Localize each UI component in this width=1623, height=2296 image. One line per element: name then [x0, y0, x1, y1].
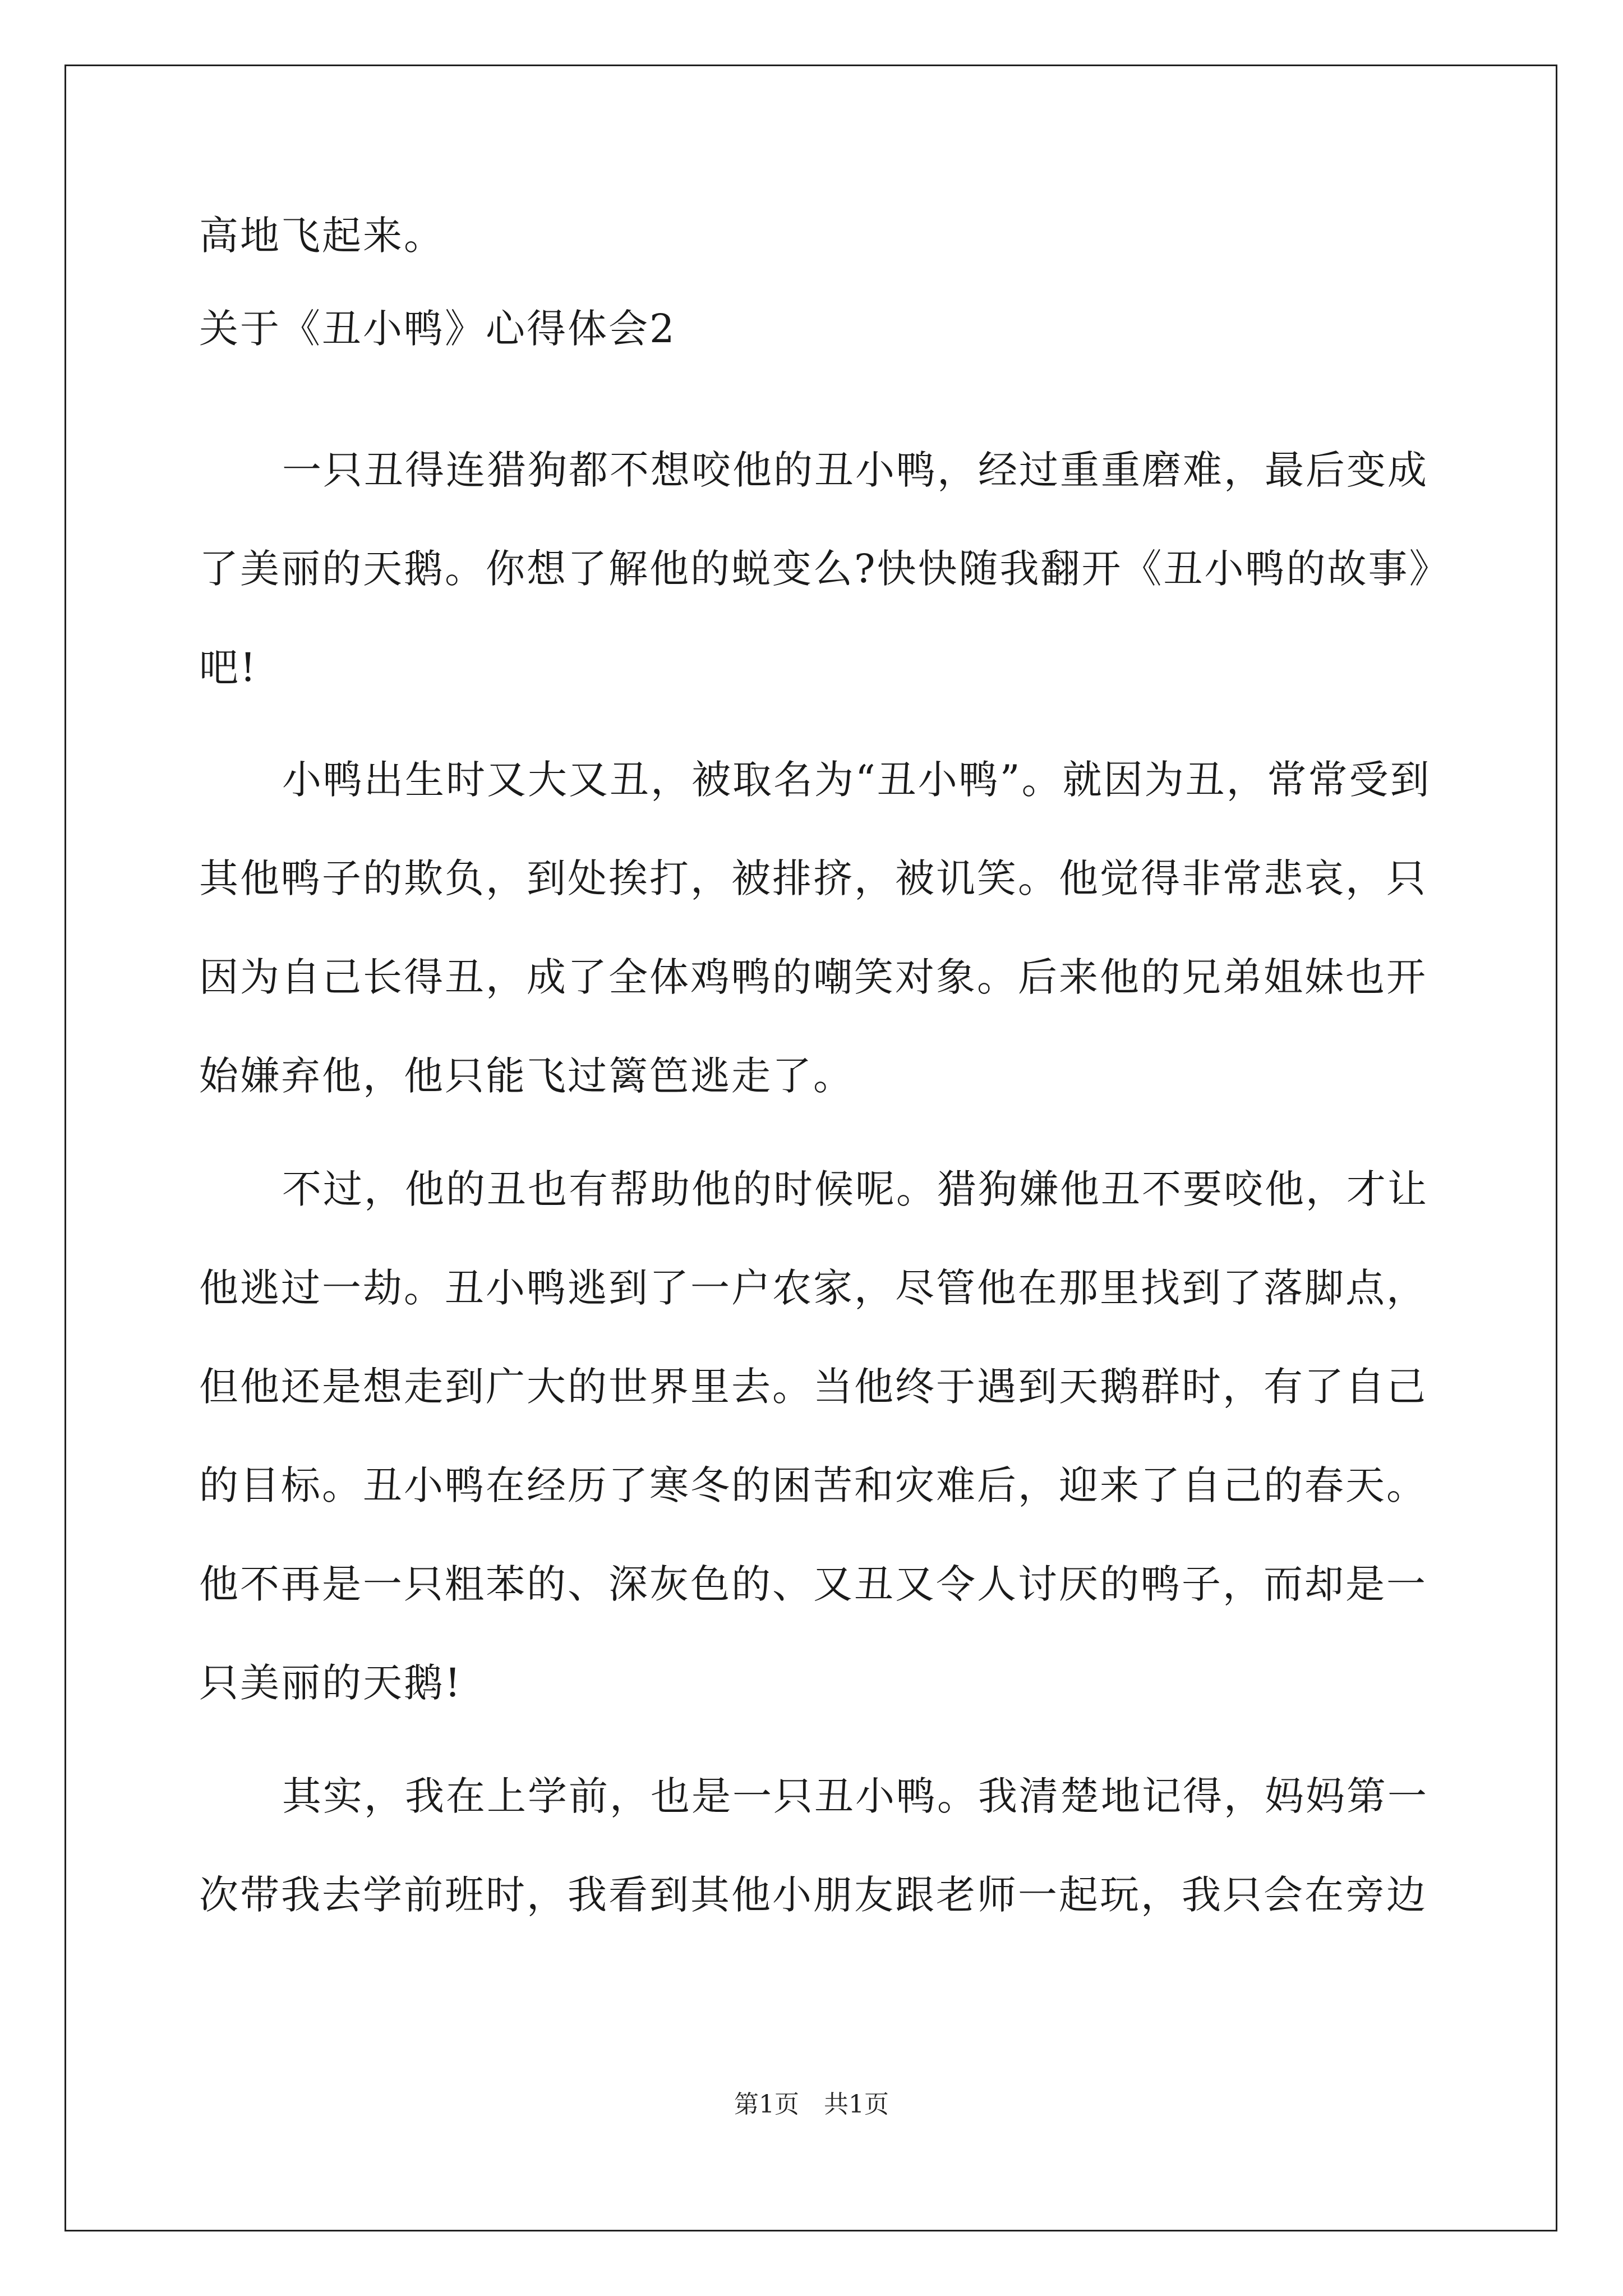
text-line: 其实，我在上学前，也是一只丑小鸭。我清楚地记得，妈妈第一: [282, 1773, 1428, 1819]
text-line: 始嫌弃他，他只能飞过篱笆逃走了。: [199, 1053, 854, 1099]
page-footer: 第1页 共1页: [734, 2090, 889, 2119]
section-heading: 关于《丑小鸭》心得体会2: [199, 306, 676, 352]
text-line: 其他鸭子的欺负，到处挨打，被排挤，被讥笑。他觉得非常悲哀，只: [199, 855, 1427, 901]
text-line: 只美丽的天鹅!: [199, 1660, 463, 1706]
text-line: 了美丽的天鹅。你想了解他的蜕变么?快快随我翻开《丑小鸭的故事》: [199, 546, 1450, 592]
text-line: 高地飞起来。: [199, 213, 445, 259]
text-line: 次带我去学前班时，我看到其他小朋友跟老师一起玩，我只会在旁边: [199, 1872, 1427, 1918]
text-line: 一只丑得连猎狗都不想咬他的丑小鸭，经过重重磨难，最后变成: [282, 447, 1428, 493]
text-line: 他不再是一只粗苯的、深灰色的、又丑又令人讨厌的鸭子，而却是一: [199, 1561, 1427, 1607]
text-line: 但他还是想走到广大的世界里去。当他终于遇到天鹅群时，有了自己: [199, 1364, 1427, 1410]
text-line: 的目标。丑小鸭在经历了寒冬的困苦和灾难后，迎来了自己的春天。: [199, 1462, 1427, 1508]
text-line: 不过，他的丑也有帮助他的时候呢。猎狗嫌他丑不要咬他，才让: [282, 1166, 1428, 1212]
text-line: 小鸭出生时又大又丑，被取名为“丑小鸭”。就因为丑，常常受到: [282, 757, 1431, 803]
text-line: 吧!: [199, 645, 258, 691]
text-line: 他逃过一劫。丑小鸭逃到了一户农家，尽管他在那里找到了落脚点，: [199, 1265, 1427, 1311]
text-line: 因为自己长得丑，成了全体鸡鸭的嘲笑对象。后来他的兄弟姐妹也开: [199, 954, 1427, 1000]
